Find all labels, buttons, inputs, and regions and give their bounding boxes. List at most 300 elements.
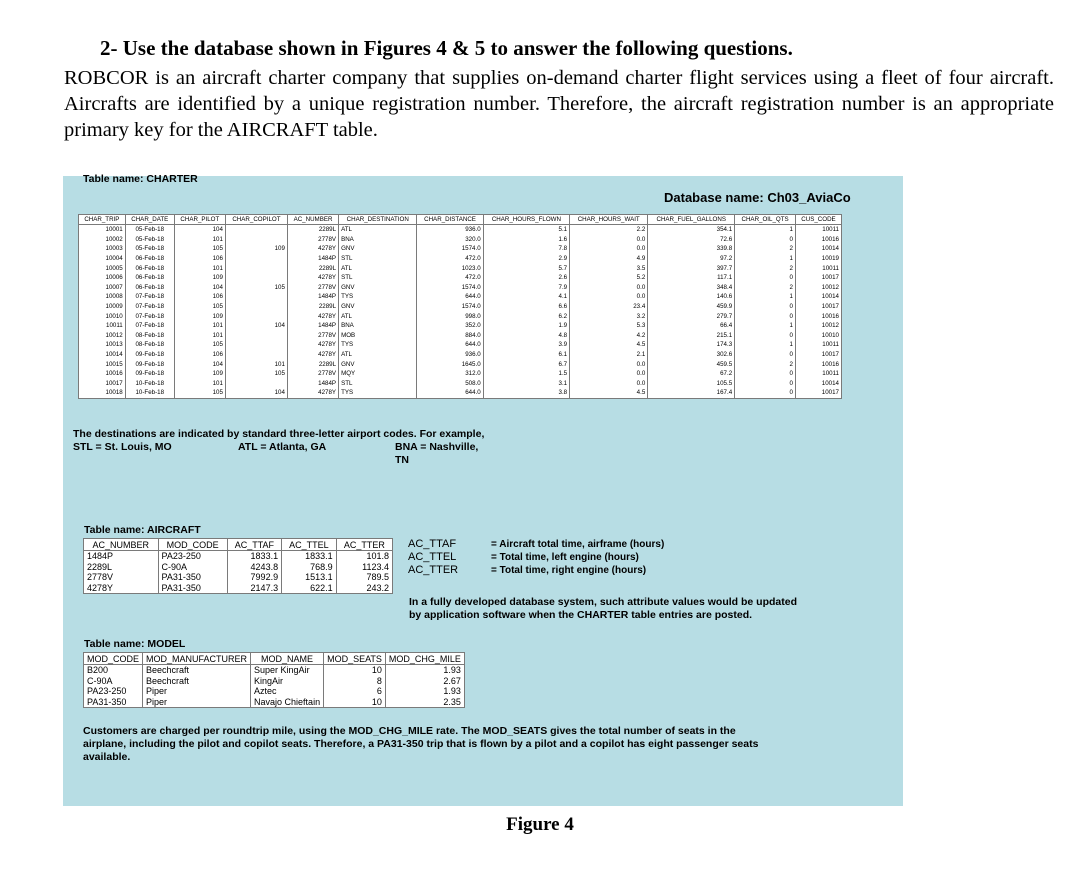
charter-cell: 117.1 xyxy=(648,273,735,283)
charter-cell: 0 xyxy=(735,302,796,312)
model-cell: 2.35 xyxy=(385,697,464,708)
charter-cell: 105 xyxy=(174,340,225,350)
model-cell: 10 xyxy=(324,697,386,708)
aircraft-table xyxy=(83,538,393,594)
database-name: Database name: Ch03_AviaCo xyxy=(664,190,851,205)
charter-row xyxy=(79,292,842,302)
charter-cell: 67.2 xyxy=(648,369,735,379)
charter-column-header: AC_NUMBER xyxy=(287,215,338,225)
model-row xyxy=(84,686,465,697)
charter-column-header: CHAR_OIL_QTS xyxy=(735,215,796,225)
charter-cell: 2 xyxy=(735,244,796,254)
charter-cell: 644.0 xyxy=(417,340,483,350)
charter-cell: 2778V xyxy=(287,331,338,341)
charter-cell: 10017 xyxy=(795,273,841,283)
charter-cell: 2289L xyxy=(287,263,338,273)
charter-row xyxy=(79,350,842,360)
charter-cell: 4.8 xyxy=(483,331,569,341)
charter-cell: 1 xyxy=(735,292,796,302)
charter-cell: BNA xyxy=(339,235,417,245)
charter-cell: 4278Y xyxy=(287,311,338,321)
model-column-header: MOD_NAME xyxy=(251,653,324,665)
charter-cell: 312.0 xyxy=(417,369,483,379)
charter-cell: 10018 xyxy=(79,388,126,398)
legend-code-tter: AC_TTER xyxy=(408,564,459,576)
charter-cell: 936.0 xyxy=(417,225,483,235)
charter-cell: 109 xyxy=(225,244,287,254)
charter-cell: 5.1 xyxy=(483,225,569,235)
charter-cell: 348.4 xyxy=(648,283,735,293)
destination-bna: BNA = Nashville, TN xyxy=(395,441,479,466)
charter-cell: 3.9 xyxy=(483,340,569,350)
charter-cell: 0.0 xyxy=(570,292,648,302)
model-cell: 1.93 xyxy=(385,665,464,676)
model-cell: B200 xyxy=(84,665,143,676)
charter-cell: 6.2 xyxy=(483,311,569,321)
model-column-header: MOD_SEATS xyxy=(324,653,386,665)
aircraft-column-header: AC_TTAF xyxy=(227,539,281,551)
charter-cell: 101 xyxy=(174,321,225,331)
charter-cell: 106 xyxy=(174,292,225,302)
charter-cell: 105 xyxy=(225,283,287,293)
charter-cell: 2.1 xyxy=(570,350,648,360)
charter-cell: 644.0 xyxy=(417,292,483,302)
charter-cell xyxy=(225,254,287,264)
destinations-note xyxy=(73,428,485,466)
aircraft-legend xyxy=(408,538,808,577)
aircraft-cell: PA23-250 xyxy=(158,551,227,562)
charter-cell: 6.7 xyxy=(483,359,569,369)
model-cell: Beechcraft xyxy=(143,676,251,687)
charter-cell: 2289L xyxy=(287,359,338,369)
charter-cell: 104 xyxy=(225,321,287,331)
charter-cell: 10016 xyxy=(795,235,841,245)
charter-cell: 0 xyxy=(735,235,796,245)
charter-cell: 0.0 xyxy=(570,244,648,254)
charter-cell: ATL xyxy=(339,225,417,235)
destinations-line1: The destinations are indicated by standard three-letter airport codes. For example, xyxy=(73,428,485,440)
charter-cell: 10003 xyxy=(79,244,126,254)
charter-cell: 1574.0 xyxy=(417,244,483,254)
model-cell: 6 xyxy=(324,686,386,697)
aircraft-body xyxy=(84,551,393,594)
charter-cell: 215.1 xyxy=(648,331,735,341)
charter-cell: 339.8 xyxy=(648,244,735,254)
charter-cell: 0 xyxy=(735,331,796,341)
aircraft-cell: 4243.8 xyxy=(227,562,281,573)
charter-cell: 109 xyxy=(174,311,225,321)
charter-cell xyxy=(225,292,287,302)
charter-cell: 97.2 xyxy=(648,254,735,264)
charter-cell xyxy=(225,340,287,350)
question-body: ROBCOR is an aircraft charter company that supplies on-demand charter flight services using a fleet of four aircraft. Aircrafts are identified by a unique registration number. Therefore, the aircraft registration number is an appropriate primary key for the AIRCRAFT table. xyxy=(64,67,1054,141)
aircraft-cell: 789.5 xyxy=(336,572,392,583)
charter-cell: 10-Feb-18 xyxy=(125,379,174,389)
charter-cell: 10014 xyxy=(795,292,841,302)
charter-cell: 05-Feb-18 xyxy=(125,235,174,245)
charter-cell: ATL xyxy=(339,263,417,273)
charter-column-header: CHAR_TRIP xyxy=(79,215,126,225)
charter-cell: 07-Feb-18 xyxy=(125,292,174,302)
charter-cell: 10010 xyxy=(79,311,126,321)
charter-cell xyxy=(225,225,287,235)
model-cell: KingAir xyxy=(251,676,324,687)
charter-cell: STL xyxy=(339,379,417,389)
charter-cell: 2778V xyxy=(287,283,338,293)
charter-cell: 10012 xyxy=(79,331,126,341)
charter-cell: 1023.0 xyxy=(417,263,483,273)
aircraft-cell: 622.1 xyxy=(282,583,337,594)
model-cell: Navajo Chieftain xyxy=(251,697,324,708)
charter-cell: 10010 xyxy=(795,331,841,341)
aircraft-table-title: Table name: AIRCRAFT xyxy=(84,524,201,536)
charter-cell: 0.0 xyxy=(570,235,648,245)
charter-cell: 10009 xyxy=(79,302,126,312)
charter-cell xyxy=(225,273,287,283)
charter-cell: 105 xyxy=(174,388,225,398)
charter-row xyxy=(79,235,842,245)
charter-cell: 0.0 xyxy=(570,359,648,369)
charter-row xyxy=(79,359,842,369)
charter-cell: 0.0 xyxy=(570,283,648,293)
model-cell: Piper xyxy=(143,697,251,708)
model-cell: Beechcraft xyxy=(143,665,251,676)
charter-column-header: CHAR_DESTINATION xyxy=(339,215,417,225)
charter-cell: 1484P xyxy=(287,292,338,302)
charter-cell: 2 xyxy=(735,359,796,369)
charter-cell: 10017 xyxy=(795,388,841,398)
charter-cell: 104 xyxy=(174,359,225,369)
legend-desc-ttel: = Total time, left engine (hours) xyxy=(491,552,639,563)
figure-caption: Figure 4 xyxy=(506,814,574,835)
charter-body xyxy=(79,225,842,399)
database-figure-panel xyxy=(63,173,903,806)
charter-cell: 10016 xyxy=(79,369,126,379)
charter-cell: 08-Feb-18 xyxy=(125,340,174,350)
aircraft-cell: 1833.1 xyxy=(282,551,337,562)
model-table xyxy=(83,652,465,708)
charter-cell xyxy=(225,235,287,245)
charter-cell: 10017 xyxy=(795,302,841,312)
charter-cell: 4278Y xyxy=(287,350,338,360)
charter-cell: GNV xyxy=(339,244,417,254)
charter-cell: 3.1 xyxy=(483,379,569,389)
charter-cell xyxy=(225,263,287,273)
aircraft-cell: 2147.3 xyxy=(227,583,281,594)
charter-cell: 10012 xyxy=(795,283,841,293)
charter-row xyxy=(79,244,842,254)
charter-cell: 2778V xyxy=(287,369,338,379)
charter-cell: 0 xyxy=(735,350,796,360)
aircraft-column-header: AC_NUMBER xyxy=(84,539,159,551)
aircraft-cell: 1513.1 xyxy=(282,572,337,583)
charter-cell: 1 xyxy=(735,254,796,264)
charter-cell: STL xyxy=(339,273,417,283)
charter-cell: 3.8 xyxy=(483,388,569,398)
destination-stl: STL = St. Louis, MO xyxy=(73,441,172,453)
model-row xyxy=(84,665,465,676)
charter-cell xyxy=(225,350,287,360)
charter-cell: 106 xyxy=(174,254,225,264)
charter-cell: 459.9 xyxy=(648,302,735,312)
charter-cell: 2289L xyxy=(287,302,338,312)
model-cell: 2.67 xyxy=(385,676,464,687)
charter-cell: MOB xyxy=(339,331,417,341)
charter-cell: 0 xyxy=(735,273,796,283)
charter-cell: 5.7 xyxy=(483,263,569,273)
charter-column-header: CHAR_DATE xyxy=(125,215,174,225)
aircraft-cell: PA31-350 xyxy=(158,583,227,594)
charter-cell: 10008 xyxy=(79,292,126,302)
charter-cell: 05-Feb-18 xyxy=(125,225,174,235)
charter-cell: 3.2 xyxy=(570,311,648,321)
charter-cell: 09-Feb-18 xyxy=(125,369,174,379)
charter-cell xyxy=(225,311,287,321)
charter-cell: 101 xyxy=(174,263,225,273)
aircraft-cell: 768.9 xyxy=(282,562,337,573)
aircraft-note-line2: by application software when the CHARTER table entries are posted. xyxy=(409,609,753,621)
charter-cell: 6.6 xyxy=(483,302,569,312)
charter-cell: 1484P xyxy=(287,321,338,331)
charter-cell: 644.0 xyxy=(417,388,483,398)
charter-cell: GNV xyxy=(339,302,417,312)
charter-cell: 10011 xyxy=(795,263,841,273)
charter-column-header: CHAR_HOURS_FLOWN xyxy=(483,215,569,225)
charter-cell: 10014 xyxy=(795,379,841,389)
charter-cell: 2778V xyxy=(287,235,338,245)
charter-cell: 1 xyxy=(735,340,796,350)
charter-cell: 06-Feb-18 xyxy=(125,283,174,293)
charter-cell: 0 xyxy=(735,379,796,389)
charter-cell xyxy=(225,331,287,341)
charter-cell: 06-Feb-18 xyxy=(125,254,174,264)
charter-cell: 352.0 xyxy=(417,321,483,331)
charter-cell: 105 xyxy=(174,302,225,312)
legend-desc-ttaf: = Aircraft total time, airframe (hours) xyxy=(491,539,665,550)
charter-cell: 106 xyxy=(174,350,225,360)
charter-cell: 109 xyxy=(174,369,225,379)
model-cell: Super KingAir xyxy=(251,665,324,676)
charter-cell: 472.0 xyxy=(417,254,483,264)
charter-cell: 10007 xyxy=(79,283,126,293)
charter-cell: 2.9 xyxy=(483,254,569,264)
aircraft-note-line1: In a fully developed database system, such attribute values would be updated xyxy=(409,596,798,608)
charter-cell: 472.0 xyxy=(417,273,483,283)
charter-cell: 6.1 xyxy=(483,350,569,360)
model-cell: Aztec xyxy=(251,686,324,697)
charter-row xyxy=(79,283,842,293)
charter-cell: 5.3 xyxy=(570,321,648,331)
charter-cell: 10017 xyxy=(795,350,841,360)
charter-cell: 10-Feb-18 xyxy=(125,388,174,398)
model-table-title: Table name: MODEL xyxy=(84,638,186,650)
charter-cell: 1.5 xyxy=(483,369,569,379)
charter-cell: 23.4 xyxy=(570,302,648,312)
charter-table xyxy=(78,214,842,399)
charter-cell: TYS xyxy=(339,340,417,350)
charter-cell: 10004 xyxy=(79,254,126,264)
charter-cell: 4.5 xyxy=(570,340,648,350)
charter-column-header: CHAR_PILOT xyxy=(174,215,225,225)
charter-cell: 10011 xyxy=(795,225,841,235)
charter-cell: BNA xyxy=(339,321,417,331)
aircraft-note xyxy=(409,596,797,622)
aircraft-row xyxy=(84,583,393,594)
aircraft-cell: 2289L xyxy=(84,562,159,573)
charter-cell: 167.4 xyxy=(648,388,735,398)
charter-cell: 2 xyxy=(735,283,796,293)
charter-cell: 09-Feb-18 xyxy=(125,350,174,360)
charter-cell: 936.0 xyxy=(417,350,483,360)
charter-cell: 1484P xyxy=(287,254,338,264)
model-cell: 10 xyxy=(324,665,386,676)
model-body xyxy=(84,665,465,708)
charter-cell: 10016 xyxy=(795,311,841,321)
model-cell: PA23-250 xyxy=(84,686,143,697)
charter-cell: GNV xyxy=(339,283,417,293)
charter-cell: 140.6 xyxy=(648,292,735,302)
charter-cell: 10011 xyxy=(795,340,841,350)
charter-cell xyxy=(225,379,287,389)
charter-cell: 2 xyxy=(735,263,796,273)
charter-cell: 10014 xyxy=(79,350,126,360)
charter-column-header: CHAR_DISTANCE xyxy=(417,215,483,225)
charter-cell: 320.0 xyxy=(417,235,483,245)
aircraft-cell: 101.8 xyxy=(336,551,392,562)
charter-header-row xyxy=(79,215,842,225)
aircraft-column-header: MOD_CODE xyxy=(158,539,227,551)
charter-cell: 104 xyxy=(174,225,225,235)
charter-cell: 1 xyxy=(735,321,796,331)
charter-cell: 07-Feb-18 xyxy=(125,311,174,321)
aircraft-cell: PA31-350 xyxy=(158,572,227,583)
charter-cell: GNV xyxy=(339,359,417,369)
charter-column-header: CHAR_FUEL_GALLONS xyxy=(648,215,735,225)
charter-cell: 10011 xyxy=(79,321,126,331)
charter-cell: 105 xyxy=(225,369,287,379)
charter-cell: MQY xyxy=(339,369,417,379)
charter-cell xyxy=(225,302,287,312)
charter-row xyxy=(79,302,842,312)
charter-cell: 101 xyxy=(225,359,287,369)
aircraft-row xyxy=(84,562,393,573)
charter-cell: 4.2 xyxy=(570,331,648,341)
charter-cell: 06-Feb-18 xyxy=(125,263,174,273)
charter-row xyxy=(79,321,842,331)
model-note-line2: airplane, including the pilot and copilot seats. Therefore, a PA31-350 trip that is flown by a pilot and a copilot has eight passenger seats xyxy=(83,738,759,750)
charter-cell: 10016 xyxy=(795,359,841,369)
model-column-header: MOD_CODE xyxy=(84,653,143,665)
charter-cell: 459.5 xyxy=(648,359,735,369)
charter-cell: 07-Feb-18 xyxy=(125,302,174,312)
question-heading: 2- Use the database shown in Figures 4 & 5 to answer the following questions. xyxy=(100,36,793,60)
charter-cell: 2.6 xyxy=(483,273,569,283)
charter-cell: 4278Y xyxy=(287,244,338,254)
aircraft-cell: 7992.9 xyxy=(227,572,281,583)
charter-cell: 72.6 xyxy=(648,235,735,245)
aircraft-header-row xyxy=(84,539,393,551)
charter-cell: 10005 xyxy=(79,263,126,273)
charter-cell: 0.0 xyxy=(570,369,648,379)
aircraft-cell: 1833.1 xyxy=(227,551,281,562)
model-note-line3: available. xyxy=(83,751,131,763)
legend-desc-tter: = Total time, right engine (hours) xyxy=(491,565,647,576)
charter-row xyxy=(79,331,842,341)
model-cell: C-90A xyxy=(84,676,143,687)
aircraft-cell: C-90A xyxy=(158,562,227,573)
charter-row xyxy=(79,263,842,273)
charter-column-header: CUS_CODE xyxy=(795,215,841,225)
charter-column-header: CHAR_HOURS_WAIT xyxy=(570,215,648,225)
charter-row xyxy=(79,273,842,283)
charter-cell: 10012 xyxy=(795,321,841,331)
charter-cell: 10015 xyxy=(79,359,126,369)
model-cell: 8 xyxy=(324,676,386,687)
charter-cell: 10013 xyxy=(79,340,126,350)
aircraft-column-header: AC_TTEL xyxy=(282,539,337,551)
charter-cell: 06-Feb-18 xyxy=(125,273,174,283)
charter-cell: 4278Y xyxy=(287,340,338,350)
aircraft-cell: 4278Y xyxy=(84,583,159,594)
charter-cell: 4278Y xyxy=(287,273,338,283)
charter-cell: 09-Feb-18 xyxy=(125,359,174,369)
charter-cell: 302.6 xyxy=(648,350,735,360)
charter-cell: 1574.0 xyxy=(417,302,483,312)
charter-row xyxy=(79,225,842,235)
charter-cell: 1574.0 xyxy=(417,283,483,293)
charter-cell: 10006 xyxy=(79,273,126,283)
charter-cell: 101 xyxy=(174,235,225,245)
charter-cell: 10011 xyxy=(795,369,841,379)
charter-cell: 4.1 xyxy=(483,292,569,302)
charter-column-header: CHAR_COPILOT xyxy=(225,215,287,225)
charter-cell: 08-Feb-18 xyxy=(125,331,174,341)
charter-cell: 1.6 xyxy=(483,235,569,245)
model-header-row xyxy=(84,653,465,665)
model-column-header: MOD_CHG_MILE xyxy=(385,653,464,665)
charter-cell: 354.1 xyxy=(648,225,735,235)
charter-cell: 05-Feb-18 xyxy=(125,244,174,254)
model-cell: PA31-350 xyxy=(84,697,143,708)
charter-row xyxy=(79,388,842,398)
charter-cell: 10017 xyxy=(79,379,126,389)
charter-cell: 884.0 xyxy=(417,331,483,341)
charter-cell: 1484P xyxy=(287,379,338,389)
charter-row xyxy=(79,379,842,389)
charter-cell: 998.0 xyxy=(417,311,483,321)
model-row xyxy=(84,676,465,687)
charter-cell: ATL xyxy=(339,350,417,360)
model-cell: 1.93 xyxy=(385,686,464,697)
charter-cell: 397.7 xyxy=(648,263,735,273)
charter-cell: 1645.0 xyxy=(417,359,483,369)
charter-row xyxy=(79,254,842,264)
charter-cell: 0.0 xyxy=(570,379,648,389)
legend-code-ttaf: AC_TTAF xyxy=(408,538,457,550)
charter-cell: ATL xyxy=(339,311,417,321)
charter-cell: 105.5 xyxy=(648,379,735,389)
charter-cell: 7.8 xyxy=(483,244,569,254)
charter-cell: STL xyxy=(339,254,417,264)
charter-row xyxy=(79,369,842,379)
charter-cell: 66.4 xyxy=(648,321,735,331)
charter-cell: 0 xyxy=(735,369,796,379)
aircraft-row xyxy=(84,551,393,562)
destination-atl: ATL = Atlanta, GA xyxy=(238,441,327,453)
charter-cell: 101 xyxy=(174,379,225,389)
charter-row xyxy=(79,311,842,321)
charter-cell: 1.9 xyxy=(483,321,569,331)
